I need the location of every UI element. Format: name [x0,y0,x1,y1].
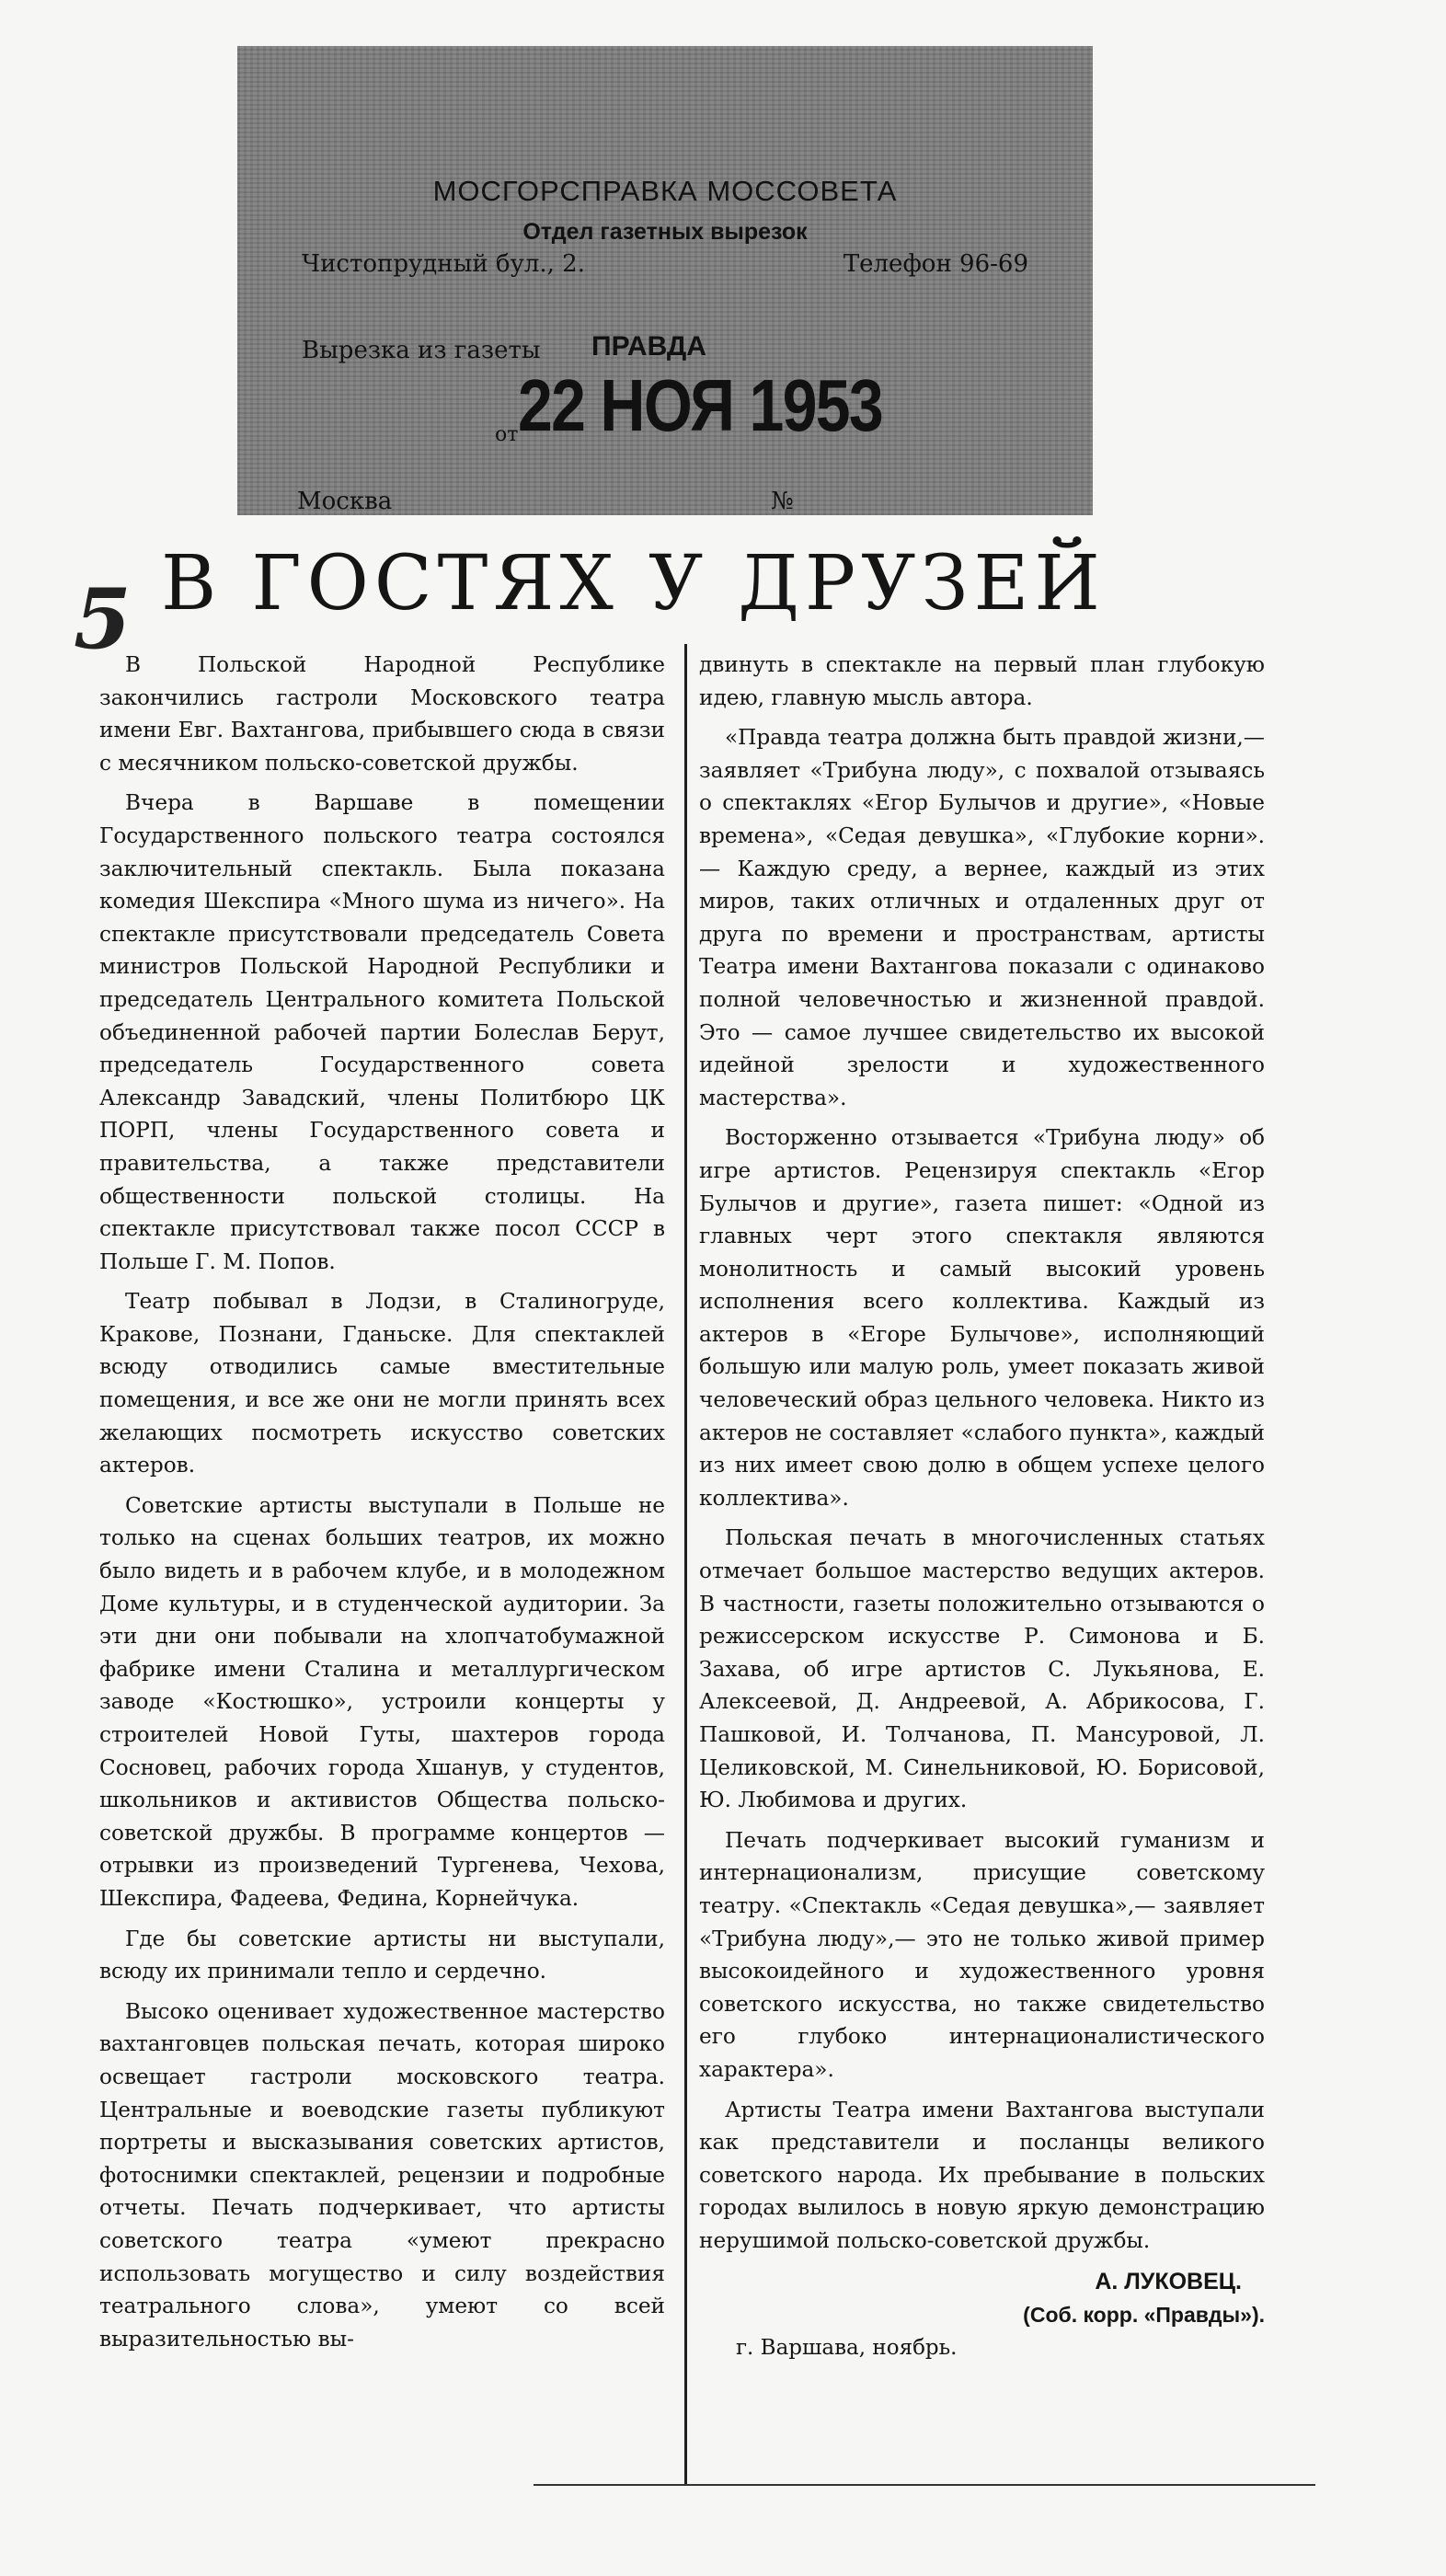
paragraph: В Польской Народной Республике закончились гастроли Московского театра имени Евг. Вахтангова, прибывшего сюда в связи с месячником польско-советской дружбы. [99,652,665,776]
paragraph: Вчера в Варшаве в помещении Государственного польского театра состоялся заключительный спектакль. Была показана комедия Шекспира «Много шума из ничего». На спектакле присутствовали председатель Совета министров Польской Народной Республики и председатель Центрального комитета Польской объединенной рабочей партии Болеслав Берут, председатель Государственного совета Александр Завадский, члены Политбюро ЦК ПОРП, члены Государственного совета и правительства, а также представители общественности польской столицы. На спектакле присутствовал также посол СССР в Польше Г. М. Попов. [99,790,665,1274]
stamp-date-prefix: от [495,423,519,446]
paragraph: двинуть в спектакле на первый план глубокую идею, главную мысль автора. [699,652,1265,710]
paragraph: Восторженно отзывается «Трибуна люду» об игре артистов. Рецензируя спектакль «Егор Булычов и другие», газета пишет: «Одной из главных черт этого спектакля являются монолитность и самый высокий уровень исполнения всего коллектива. Каждый из актеров в «Егоре Булычове», исполняющий большую или малую роль, умеет показать живой человеческий образ цельного человека. Никто из актеров не составляет «слабого пункта», каждый из них имеет свою долю в общем успехе целого коллектива». [699,1125,1265,1511]
stamp-number: № [771,488,794,515]
clipping-service-stamp [237,46,1093,515]
article-column-right [699,649,1265,2364]
paragraph: Театр побывал в Лодзи, в Сталиногруде, Кракове, Познани, Гданьске. Для спектаклей всюду отводились самые вместительные помещения, и все же они не могли принять всех желающих посмотреть искусство советских актеров. [99,1289,665,1478]
stamp-date: 22 НОЯ 1953 [518,364,882,446]
handwritten-page-number: 5 [74,570,132,668]
column-divider [684,644,687,2484]
stamp-phone: Телефон 96-69 [843,250,1028,278]
paragraph: Артисты Театра имени Вахтангова выступали как представители и посланцы великого советского народа. Их пребывание в польских городах вылилось в новую яркую демонстрацию нерушимой польско-советской дружбы. [699,2097,1265,2253]
stamp-address: Чистопрудный бул., 2. [302,250,585,278]
article-column-left [99,649,665,2363]
author-affiliation: (Соб. корр. «Правды»). [1023,2302,1265,2327]
paragraph: Где бы советские артисты ни выступали, всюду их принимали тепло и сердечно. [99,1926,665,1984]
paragraph: «Правда театра должна быть правдой жизни,— заявляет «Трибуна люду», с похвалой отзываясь о спектаклях «Егор Булычов и другие», «Новые времена», «Седая девушка», «Глубокие корни».— Каждую среду, а вернее, каждый из этих миров, таких отличных и отдаленных друг от друга по времени и пространствам, артисты Театра имени Вахтангова показали с одинаково полной человечностью и жизненной правдой. Это — самое лучшее свидетельство их высокой идейной зрелости и художественного мастерства». [699,725,1265,1110]
stamp-organization: МОСГОРСПРАВКА МОССОВЕТА [432,175,898,207]
bottom-rule [534,2484,1315,2486]
author-signature: А. ЛУКОВЕЦ. [1095,2268,1242,2294]
article-headline: В ГОСТЯХ У ДРУЗЕЙ [161,540,1106,627]
stamp-newspaper-name: ПРАВДА [591,331,706,362]
stamp-clipping-label: Вырезка из газеты [302,337,541,364]
paragraph: Высоко оценивает художественное мастерство вахтанговцев польская печать, которая широко освещает гастроли московского театра. Центральные и воеводские газеты публикуют портреты и высказывания советских артистов, фотоснимки спектаклей, рецензии и подробные отчеты. Печать подчеркивает, что артисты советского театра «умеют прекрасно использовать могущество и силу воздействия театрального слова», умеют со всей выразительностью вы- [99,1998,665,2352]
stamp-department: Отдел газетных вырезок [522,219,808,245]
paragraph: Печать подчеркивает высокий гуманизм и интернационализм, присущие советскому театру. «Спектакль «Седая девушка»,— заявляет «Трибуна люду»,— это не только живой пример высокоидейного и художественного уровня советского искусства, но также свидетельство его глубоко интернационалистического характера». [699,1827,1265,2082]
stamp-city: Москва [297,488,393,515]
paragraph: Советские артисты выступали в Польше не только на сценах больших театров, их можно было видеть и в рабочем клубе, и в молодежном Доме культуры, и в студенческой аудитории. За эти дни они побывали на хлопчатобумажной фабрике имени Сталина и металлургическом заводе «Костюшко», устроили концерты у строителей Новой Гуты, шахтеров города Сосновец, рабочих города Хшанув, у студентов, школьников и активистов Общества польско-советской дружбы. В программе концертов — отрывки из произведений Тургенева, Чехова, Шекспира, Фадеева, Федина, Корнейчука. [99,1492,665,1911]
dateline: г. Варшава, ноябрь. [736,2335,958,2360]
paragraph: Польская печать в многочисленных статьях отмечает большое мастерство ведущих актеров. В частности, газеты положительно отзываются о режиссерском искусстве Р. Симонова и Б. Захава, об игре артистов С. Лукьянова, Е. Алексеевой, Д. Андреевой, А. Абрикосова, Г. Пашковой, И. Толчанова, П. Мансуровой, Л. Целиковской, М. Синельниковой, Ю. Борисовой, Ю. Любимова и других. [699,1525,1265,1813]
